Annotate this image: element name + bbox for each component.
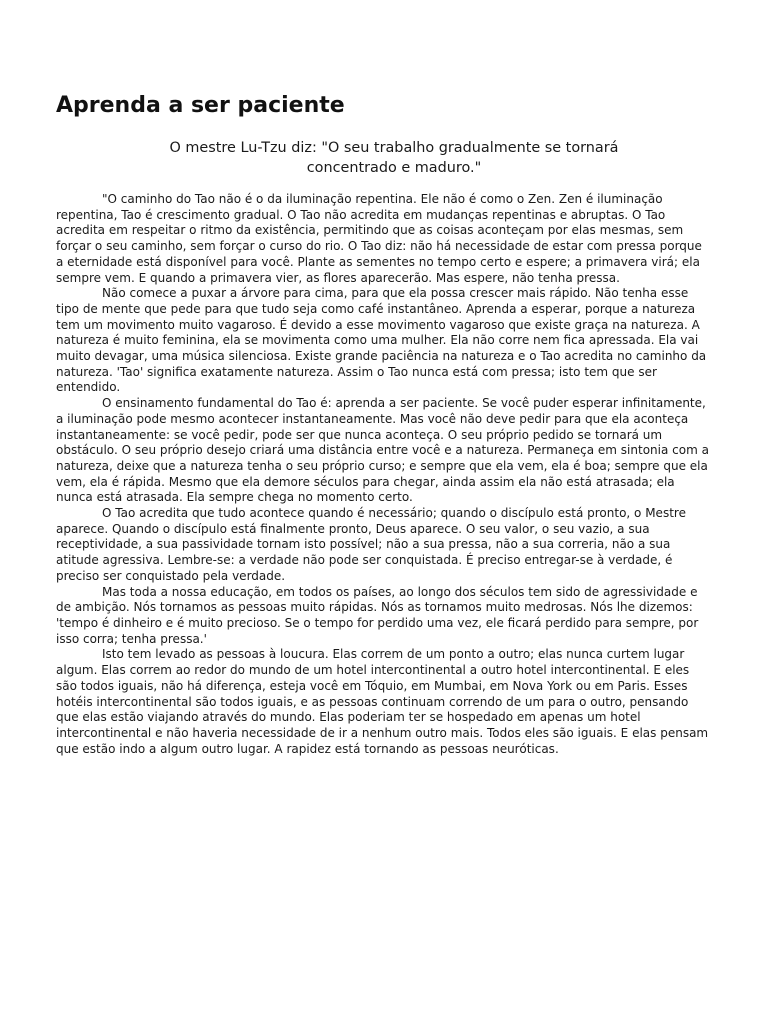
body-paragraph-2: Não comece a puxar a árvore para cima, para que ela possa crescer mais rápido. Não tenha esse tipo de mente que pede para que tudo seja como café instantâneo. Aprenda a esperar, porque a natureza tem um movimento muito vagaroso. É devido a esse movimento vagaroso que existe graça na natureza. A natureza é muito feminina, ela se movimenta como uma mulher. Ela não corre nem fica apressada. Ela vai muito devagar, uma música silenciosa. Existe grande paciência na natureza e o Tao acredita no caminho da natureza. 'Tao' significa exatamente natureza. Assim o Tao nunca está com pressa; isto tem que ser entendido. [56,286,707,395]
page-title: Aprenda a ser paciente [56,93,345,118]
body-paragraph-6: Isto tem levado as pessoas à loucura. Elas correm de um ponto a outro; elas nunca curtem lugar algum. Elas correm ao redor do mundo de um hotel intercontinental a outro hotel intercontinental. E eles são todos iguais, não há diferença, esteja você em Tóquio, em Mumbai, em Nova York ou em Paris. Esses hotéis intercontinental são todos iguais, e as pessoas continuam correndo de um para o outro, pensando que elas estão viajando através do mundo. Elas poderiam ter se hospedado em apenas um hotel intercontinental e não haveria necessidade de ir a nenhum outro mais. Todos eles são iguais. E elas pensam que estão indo a algum outro lugar. A rapidez está tornando as pessoas neuróticas. [56,647,709,756]
body-paragraph-3: O ensinamento fundamental do Tao é: aprenda a ser paciente. Se você puder esperar infinitamente, a iluminação pode mesmo acontecer instantaneamente. Mas você não deve pedir para que ela aconteça instantaneamente: se você pedir, pode ser que nunca aconteça. O seu próprio pedido se tornará um obstáculo. O seu próprio desejo criará uma distância entre você e a natureza. Permaneça em sintonia com a natureza, deixe que a natureza tenha o seu próprio curso; e sempre que ela vem, ela é boa; sempre que ela vem, ela é rápida. Mesmo que ela demore séculos para chegar, ainda assim ela não está atrasada; ela nunca está atrasada. Ela sempre chega no momento certo. [56,396,709,505]
article-body [56,192,712,757]
body-paragraph-4: O Tao acredita que tudo acontece quando é necessário; quando o discípulo está pronto, o Mestre aparece. Quando o discípulo está finalmente pronto, Deus aparece. O seu valor, o seu vazio, a sua receptividade, a sua passividade tornam isto possível; não a sua pressa, não a sua correria, não a sua atitude agressiva. Lembre-se: a verdade não pode ser conquistada. É preciso entregar-se à verdade, é preciso ser conquistado pela verdade. [56,506,686,583]
epigraph-quote: O mestre Lu-Tzu diz: "O seu trabalho gradualmente se tornará concentrado e maduro." [169,140,619,176]
body-paragraph-5: Mas toda a nossa educação, em todos os países, ao longo dos séculos tem sido de agressividade e de ambição. Nós tornamos as pessoas muito rápidas. Nós as tornamos muito medrosas. Nós lhe dizemos: 'tempo é dinheiro e é muito precioso. Se o tempo for perdido uma vez, ele ficará perdido para sempre, por isso corra; tenha pressa.' [56,584,699,646]
body-paragraph-1: "O caminho do Tao não é o da iluminação repentina. Ele não é como o Zen. Zen é iluminação repentina, Tao é crescimento gradual. O Tao não acredita em mudanças repentinas e abruptas. O Tao acredita em respeitar o ritmo da existência, permitindo que as coisas aconteçam por elas mesmas, sem forçar o seu caminho, sem forçar o curso do rio. O Tao diz: não há necessidade de estar com pressa porque a eternidade está disponível para você. Plante as sementes no tempo certo e espere; a primavera virá; ela sempre vem. E quando a primavera vier, as flores aparecerão. Mas espere, não tenha pressa. [56,192,702,285]
